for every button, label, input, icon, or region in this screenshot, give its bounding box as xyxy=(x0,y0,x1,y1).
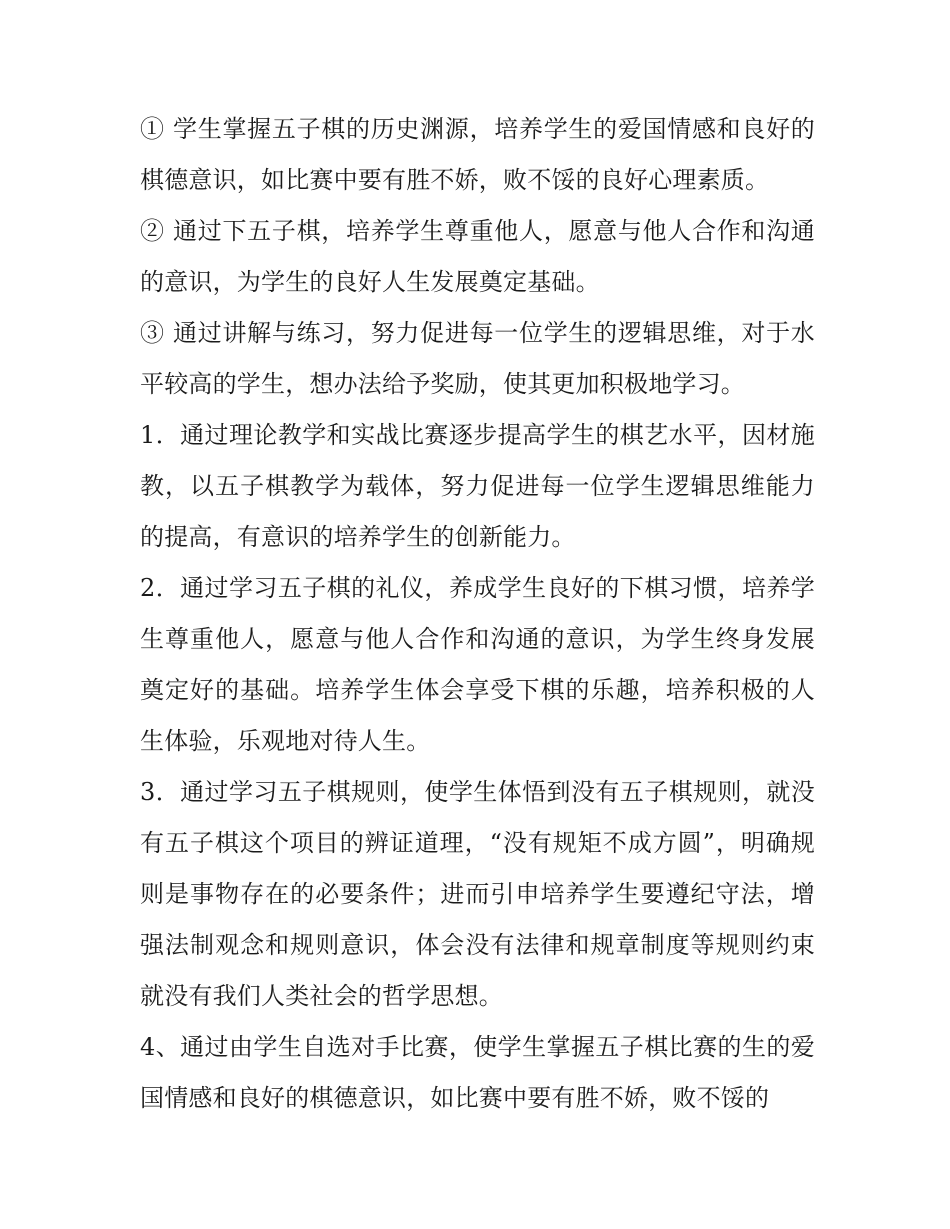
numbered-paragraph-2: 2．通过学习五子棋的礼仪，养成学生良好的下棋习惯，培养学生尊重他人，愿意与他人合作和沟通的意识，为学生终身发展奠定好的基础。培养学生体会享受下棋的乐趣，培养积极的人生体验，乐观地对待人生。 xyxy=(140,574,815,755)
objective-paragraph-3: ③ 通过讲解与练习，努力促进每一位学生的逻辑思维，对于水平较高的学生，想办法给予奖励，使其更加积极地学习。 xyxy=(140,319,815,398)
numbered-paragraph-4: 4、通过由学生自选对手比赛，使学生掌握五子棋比赛的生的爱国情感和良好的棋德意识，如比赛中要有胜不娇，败不馁的 xyxy=(140,1033,815,1112)
numbered-paragraph-1: 1．通过理论教学和实战比赛逐步提高学生的棋艺水平，因材施教，以五子棋教学为载体，努力促进每一位学生逻辑思维能力的提高，有意识的培养学生的创新能力。 xyxy=(140,421,815,551)
numbered-paragraph-3: 3．通过学习五子棋规则，使学生体悟到没有五子棋规则，就没有五子棋这个项目的辨证道理，“没有规矩不成方圆”，明确规则是事物存在的必要条件；进而引申培养学生要遵纪守法，增强法制观念和规则意识，体会没有法律和规章制度等规则约束就没有我们人类社会的哲学思想。 xyxy=(140,778,815,1010)
objective-paragraph-1: ① 学生掌握五子棋的历史渊源，培养学生的爱国情感和良好的棋德意识，如比赛中要有胜不娇，败不馁的良好心理素质。 xyxy=(140,115,815,194)
objective-paragraph-2: ② 通过下五子棋，培养学生尊重他人，愿意与他人合作和沟通的意识，为学生的良好人生发展奠定基础。 xyxy=(140,217,815,296)
document-body xyxy=(140,104,815,1124)
